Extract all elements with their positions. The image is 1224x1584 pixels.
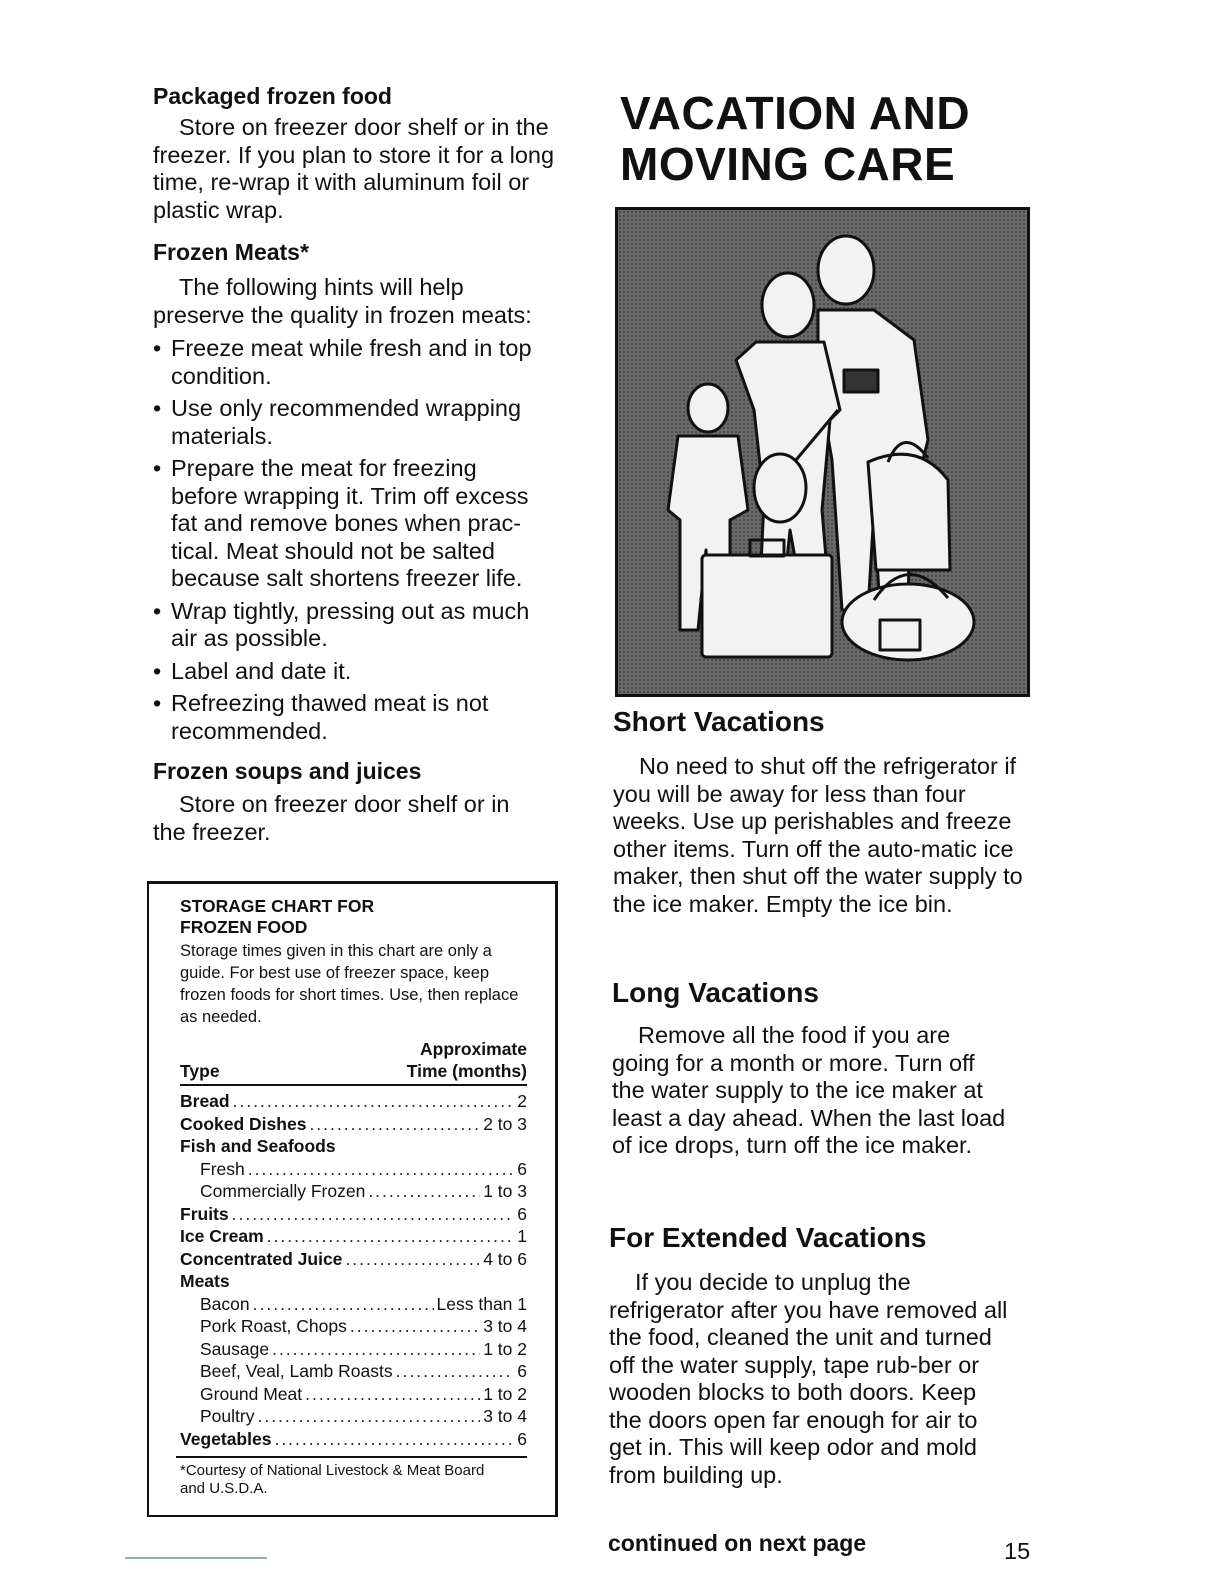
list-item: • Prepare the meat for freezing before wrapping it. Trim off excess fat and remove bones when prac-tical. Meat should not be salted because salt shortens freezer life. [153, 455, 548, 593]
continued-note: continued on next page [608, 1530, 867, 1556]
soups-heading: Frozen soups and juices [153, 758, 422, 784]
chart-footnote-divider [176, 1456, 527, 1458]
family-luggage-illustration [615, 207, 1030, 697]
storage-chart [147, 881, 558, 1517]
right-column [620, 88, 1035, 190]
extended-vacations-text: If you decide to unplug the refrigerator after you have removed all the food, cleaned the unit and turned off the water supply, tape rub-ber or wooden blocks to both doors. Keep the doors open far enough for air to get in. This will keep odor and mold from building up. [609, 1269, 1008, 1488]
table-row: Bread ..... 2 [180, 1090, 527, 1113]
list-item: • Refreezing thawed meat is not recommended. [153, 690, 548, 745]
packaged-text: Store on freezer door shelf or in the freezer. If you plan to store it for a long time, re-wrap it with aluminum foil or plastic wrap. [153, 114, 555, 223]
page-title-line1: VACATION AND [620, 87, 971, 139]
table-row: Ground Meat ..... 1 to 2 [180, 1383, 527, 1406]
left-column [153, 82, 563, 846]
chart-title-line1: STORAGE CHART FOR [180, 896, 375, 916]
page-title-line2: MOVING CARE [620, 138, 956, 190]
table-row: Fresh ..... 6 [180, 1158, 527, 1181]
short-vacations-section [613, 705, 1033, 918]
table-row: Poultry ..... 3 to 4 [180, 1405, 527, 1428]
chart-rows [180, 1090, 527, 1450]
table-row: Cooked Dishes ..... 2 to 3 [180, 1113, 527, 1136]
table-row: Sausage ..... 1 to 2 [180, 1338, 527, 1361]
extended-vacations-section [609, 1221, 1029, 1489]
col-type: Type [180, 1061, 220, 1081]
chart-footnote: *Courtesy of National Livestock & Meat Board and U.S.D.A. [180, 1462, 485, 1497]
frozen-meats-heading: Frozen Meats* [153, 239, 309, 265]
table-row: Vegetables ..... 6 [180, 1428, 527, 1451]
bottom-rule [125, 1557, 267, 1559]
col-time-line1: Approximate [420, 1039, 527, 1059]
frozen-meats-list [153, 335, 548, 745]
page-number: 15 [1004, 1538, 1031, 1564]
short-vacations-text: No need to shut off the refrigerator if you will be away for less than four weeks. Use up perishables and freeze other items. Turn off the auto-matic ice maker, then shut off the water supply to the ice maker. Empty the ice bin. [613, 753, 1023, 917]
frozen-meats-intro: The following hints will help preserve the quality in frozen meats: [153, 274, 532, 328]
chart-title-line2: FROZEN FOOD [180, 917, 308, 937]
chart-column-headers [180, 1038, 527, 1086]
list-item: • Freeze meat while fresh and in top condition. [153, 335, 548, 390]
table-category: Meats [180, 1271, 230, 1291]
extended-vacations-heading: For Extended Vacations [609, 1222, 927, 1253]
short-vacations-heading: Short Vacations [613, 706, 825, 737]
soups-text: Store on freezer door shelf or in the freezer. [153, 791, 510, 845]
table-row: Fruits ..... 6 [180, 1203, 527, 1226]
list-item: • Use only recommended wrapping materials. [153, 395, 548, 450]
long-vacations-heading: Long Vacations [612, 977, 819, 1008]
table-row: Concentrated Juice ..... 4 to 6 [180, 1248, 527, 1271]
long-vacations-section [612, 976, 1032, 1160]
list-item: • Wrap tightly, pressing out as much air as possible. [153, 598, 548, 653]
table-row: Bacon ..... Less than 1 [180, 1293, 527, 1316]
col-time-line2: Time (months) [406, 1061, 527, 1081]
packaged-heading: Packaged frozen food [153, 83, 392, 109]
long-vacations-text: Remove all the food if you are going for a month or more. Turn off the water supply to the ice maker at least a day ahead. When the last load of ice drops, turn off the ice maker. [612, 1022, 1006, 1158]
table-row: Beef, Veal, Lamb Roasts ..... 6 [180, 1360, 527, 1383]
table-category: Fish and Seafoods [180, 1136, 336, 1156]
family-luggage-image [618, 210, 1027, 694]
chart-intro: Storage times given in this chart are only a guide. For best use of freezer space, keep frozen foods for short times. Use, then replace as needed. [180, 942, 519, 1026]
list-item: • Label and date it. [153, 658, 548, 686]
table-row: Pork Roast, Chops ..... 3 to 4 [180, 1315, 527, 1338]
table-row: Commercially Frozen ..... 1 to 3 [180, 1180, 527, 1203]
table-row: Ice Cream ..... 1 [180, 1225, 527, 1248]
